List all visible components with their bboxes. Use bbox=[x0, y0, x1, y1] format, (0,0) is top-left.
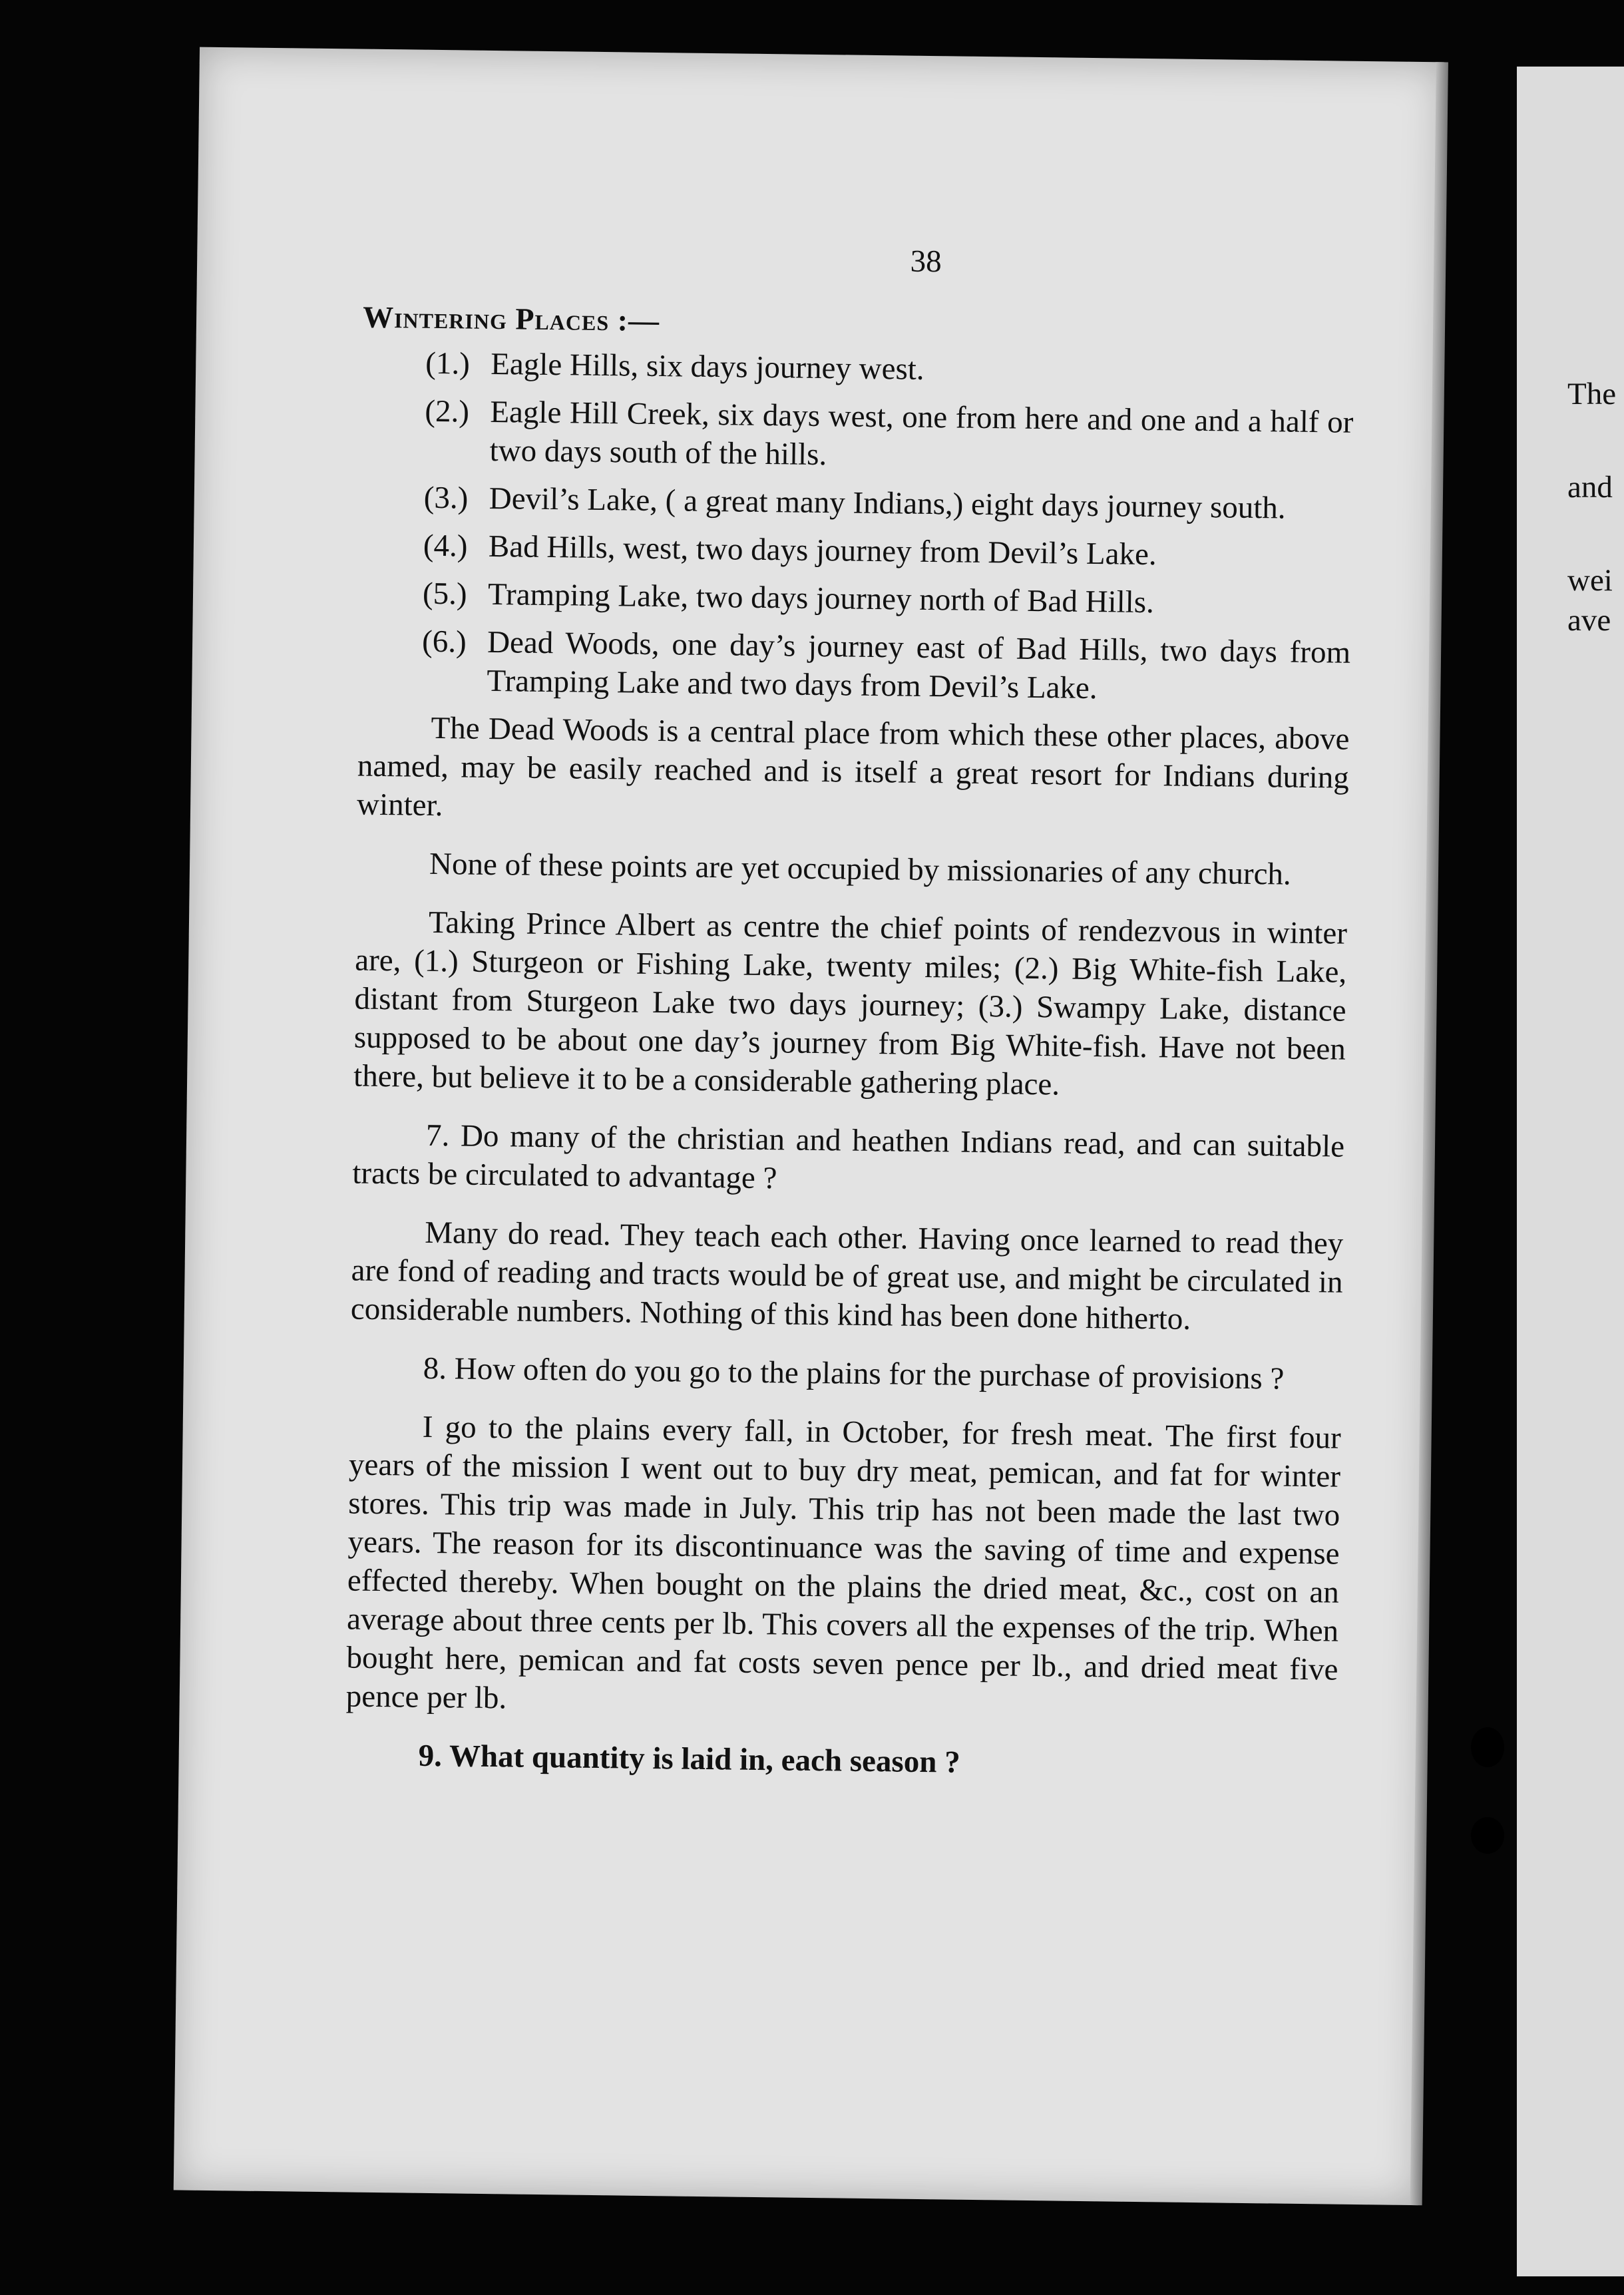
item-text: Dead Woods, one day’s journey east of Bad Hills, two days from Tramping Lake and two days from Devil’s Lake. bbox=[487, 624, 1351, 706]
item-number: (2.) bbox=[425, 393, 470, 429]
facing-page-fragment: and bbox=[1567, 470, 1613, 505]
item-text: Eagle Hills, six days journey west. bbox=[490, 346, 924, 387]
answer-8: I go to the plains every fall, in October, for fresh meat. The first four years of the mission I went out to buy dry meat, pemican, and fat for winter stores. This trip was made in July. This trip has not been made the last two years. The reason for its discontinuance was the saving of time and expense effected thereby. When bought on the plains the dried meat, &c., cost on an average about three cents per lb. This covers all the expenses of the trip. When bought here, pemican and fat costs seven pence per lb., and dried meat five pence per lb. bbox=[345, 1409, 1341, 1716]
item-number: (1.) bbox=[425, 345, 471, 381]
page-content bbox=[345, 236, 1356, 1806]
binding-mark bbox=[1471, 1817, 1504, 1854]
list-item bbox=[359, 574, 1352, 624]
list-item bbox=[362, 343, 1354, 394]
item-number: (6.) bbox=[421, 624, 467, 660]
list-item bbox=[360, 478, 1352, 528]
facing-page-fragment: ave bbox=[1567, 603, 1611, 638]
wintering-places-list bbox=[358, 343, 1354, 711]
facing-page-edge bbox=[1494, 67, 1624, 2276]
paragraph-missionaries: None of these points are yet occupied by missionaries of any church. bbox=[429, 846, 1292, 892]
document-page bbox=[174, 47, 1444, 2206]
facing-page-fragment: The bbox=[1567, 377, 1617, 411]
question-8: 8. How often do you go to the plains for the purchase of provisions ? bbox=[423, 1351, 1285, 1396]
list-item bbox=[358, 622, 1350, 711]
facing-page-fragment: wei bbox=[1567, 563, 1613, 598]
paragraph-dead-woods: The Dead Woods is a central place from which these other places, above named, may be easily reached and is itself a great resort for Indians during winter. bbox=[356, 710, 1350, 823]
item-number: (4.) bbox=[423, 528, 468, 564]
book-spine bbox=[1494, 67, 1517, 2276]
item-text: Devil’s Lake, ( a great many Indians,) eight days journey south. bbox=[489, 481, 1286, 526]
item-text: Tramping Lake, two days journey north of Bad Hills. bbox=[487, 576, 1155, 620]
item-number: (5.) bbox=[422, 576, 467, 612]
item-text: Eagle Hill Creek, six days west, one from here and one and a half or two days south of the hills. bbox=[489, 394, 1354, 473]
list-item bbox=[360, 526, 1352, 576]
item-text: Bad Hills, west, two days journey from Devil’s Lake. bbox=[488, 528, 1157, 572]
binding-mark bbox=[1471, 1727, 1504, 1767]
page-number: 38 bbox=[910, 244, 942, 280]
item-number: (3.) bbox=[423, 480, 469, 516]
question-7: 7. Do many of the christian and heathen Indians read, and can suitable tracts be circulated to advantage ? bbox=[352, 1118, 1345, 1196]
question-9: 9. What quantity is laid in, each season ? bbox=[418, 1738, 960, 1780]
section-heading: Wintering Places :— bbox=[362, 300, 660, 338]
list-item bbox=[361, 391, 1353, 481]
paragraph-prince-albert: Taking Prince Albert as centre the chief points of rendezvous in winter are, (1.) Sturgeon or Fishing Lake, twenty miles; (2.) Big White-fish Lake, distant from Sturgeon Lake two days journey; (3.) Swampy Lake, distance supposed to be about one day’s journey from Big White-fish. Have not been there, but believe it to be a considerable gathering place. bbox=[353, 905, 1348, 1102]
answer-7: Many do read. They teach each other. Having once learned to read they are fond of reading and tracts would be of great use, and might be circulated in considerable numbers. Nothing of this kind has been done hitherto. bbox=[350, 1215, 1344, 1337]
